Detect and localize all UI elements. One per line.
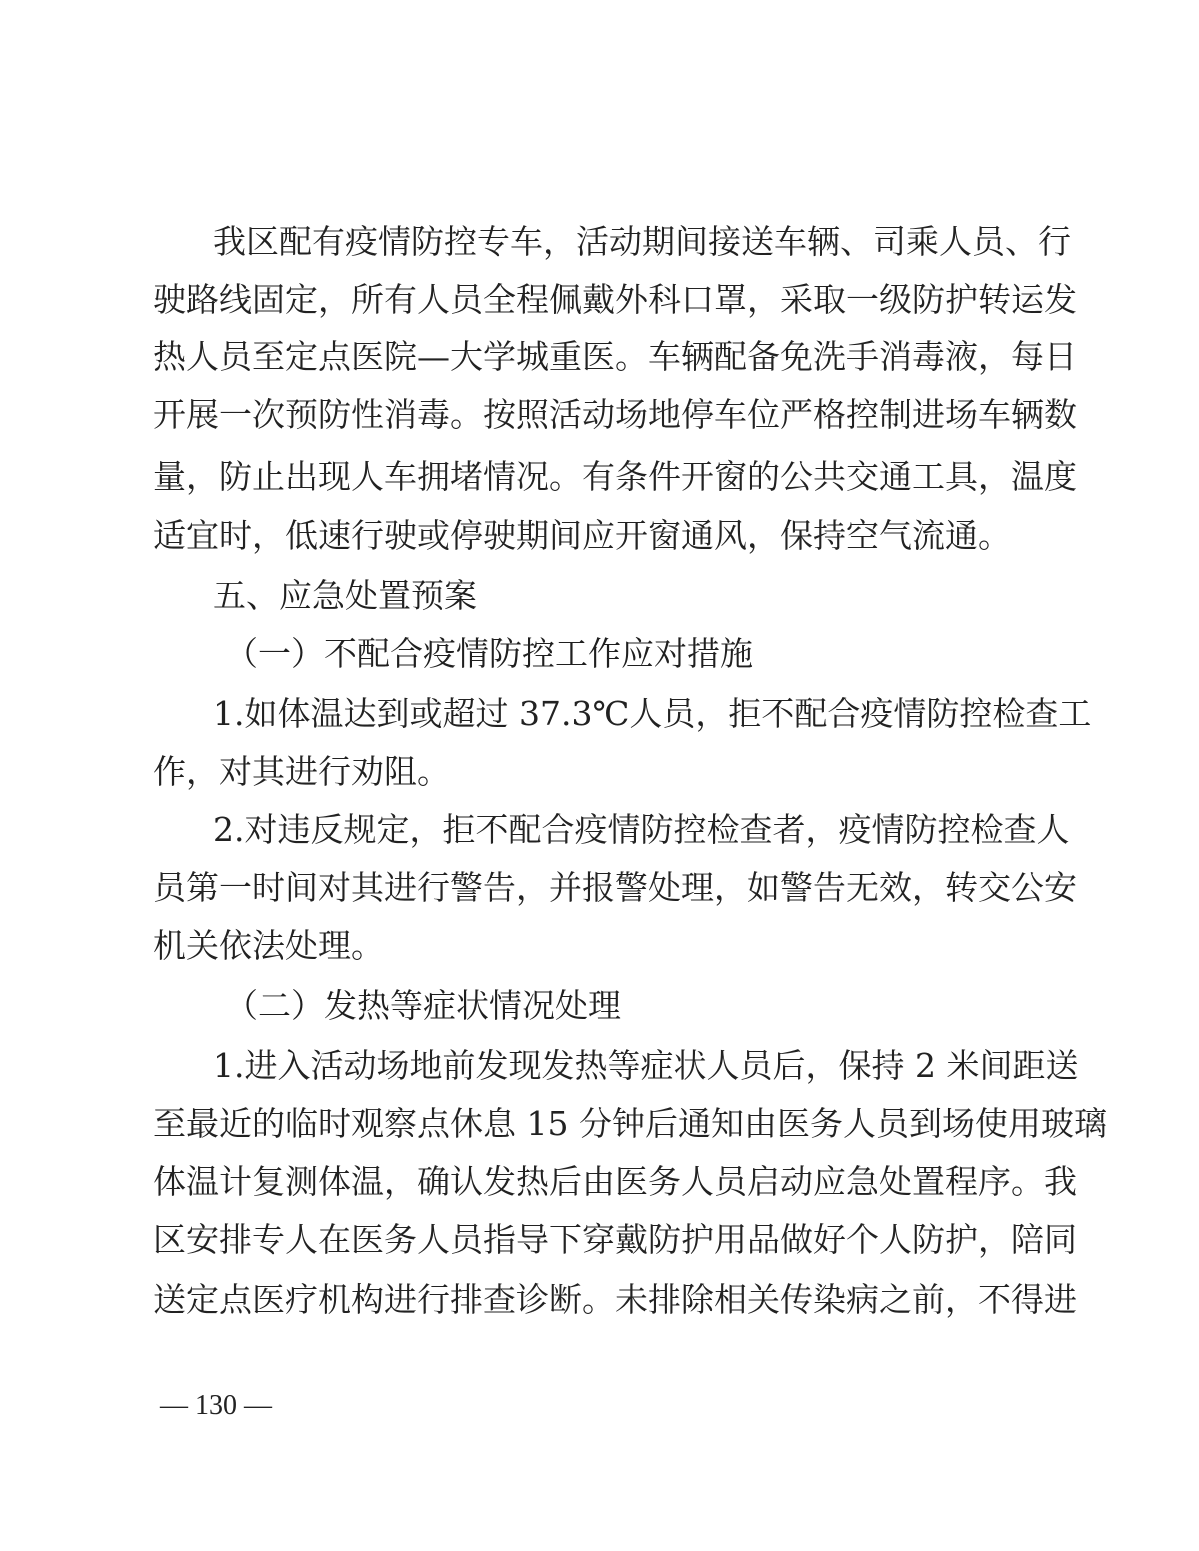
paragraph-line: 量，防止出现人车拥堵情况。有条件开窗的公共交通工具，温度: [153, 457, 1077, 496]
page-number: — 130 —: [160, 1390, 272, 1421]
paragraph-line: 至最近的临时观察点休息 15 分钟后通知由医务人员到场使用玻璃: [153, 1104, 1107, 1143]
paragraph-line: 机关依法处理。: [153, 926, 384, 965]
paragraph-line: 2.对违反规定，拒不配合疫情防控检查者，疫情防控检查人: [213, 810, 1070, 849]
subsection-heading: （二）发热等症状情况处理: [225, 986, 621, 1025]
subsection-heading: （一）不配合疫情防控工作应对措施: [225, 634, 753, 673]
paragraph-line: 适宜时，低速行驶或停驶期间应开窗通风，保持空气流通。: [153, 516, 1011, 555]
paragraph-line: 体温计复测体温，确认发热后由医务人员启动应急处置程序。我: [153, 1162, 1077, 1201]
paragraph-line: 1.如体温达到或超过 37.3℃人员，拒不配合疫情防控检查工: [213, 694, 1092, 733]
paragraph-line: 1.进入活动场地前发现发热等症状人员后，保持 2 米间距送: [213, 1046, 1079, 1085]
paragraph-line: 驶路线固定，所有人员全程佩戴外科口罩，采取一级防护转运发: [153, 280, 1077, 319]
section-heading: 五、应急处置预案: [213, 576, 477, 615]
paragraph-line: 我区配有疫情防控专车，活动期间接送车辆、司乘人员、行: [213, 222, 1071, 261]
paragraph-line: 热人员至定点医院—大学城重医。车辆配备免洗手消毒液，每日: [153, 337, 1077, 376]
paragraph-line: 员第一时间对其进行警告，并报警处理，如警告无效，转交公安: [153, 868, 1077, 907]
paragraph-line: 开展一次预防性消毒。按照活动场地停车位严格控制进场车辆数: [153, 395, 1077, 434]
paragraph-line: 送定点医疗机构进行排查诊断。未排除相关传染病之前，不得进: [153, 1280, 1077, 1319]
paragraph-line: 区安排专人在医务人员指导下穿戴防护用品做好个人防护，陪同: [153, 1220, 1077, 1259]
paragraph-line: 作，对其进行劝阻。: [153, 752, 450, 791]
